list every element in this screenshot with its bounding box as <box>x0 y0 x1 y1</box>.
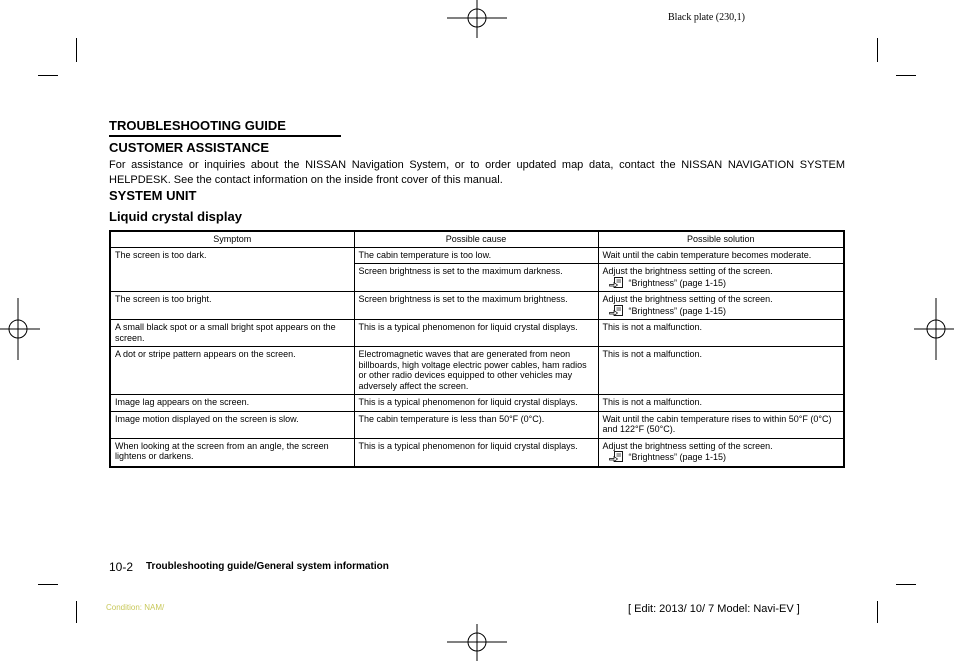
reference-page-icon <box>609 305 627 316</box>
symptom-cell: Image lag appears on the screen. <box>110 395 354 412</box>
column-header-symptom: Symptom <box>110 231 354 247</box>
crop-mark <box>76 601 77 623</box>
cause-cell: This is a typical phenomenon for liquid crystal displays. <box>354 438 598 467</box>
crop-mark <box>877 601 878 623</box>
solution-cell: This is not a malfunction. <box>598 395 844 412</box>
registration-mark-icon <box>914 298 954 360</box>
subheading-system-unit: SYSTEM UNIT <box>109 188 197 203</box>
symptom-cell: When looking at the screen from an angle, the screen lightens or darkens. <box>110 438 354 467</box>
table-row <box>110 438 844 467</box>
solution-text: Adjust the brightness setting of the screen. <box>602 294 773 304</box>
column-header-solution: Possible solution <box>598 231 844 247</box>
solution-cell <box>598 292 844 320</box>
section-heading-troubleshooting: TROUBLESHOOTING GUIDE <box>109 118 286 133</box>
table-row <box>110 320 844 347</box>
crop-mark <box>896 75 916 76</box>
crop-mark <box>38 75 58 76</box>
solution-text: Adjust the brightness setting of the screen. <box>602 266 773 276</box>
plate-label: Black plate (230,1) <box>668 12 745 23</box>
table-header-row <box>110 231 844 247</box>
table-row <box>110 347 844 395</box>
symptom-cell: A dot or stripe pattern appears on the screen. <box>110 347 354 395</box>
table-row <box>110 395 844 412</box>
page-reference-text: “Brightness” (page 1-15) <box>628 277 727 288</box>
crop-mark <box>76 38 77 62</box>
subheading-customer-assistance: CUSTOMER ASSISTANCE <box>109 140 270 155</box>
troubleshooting-table <box>109 230 845 468</box>
page-number: 10-2 <box>109 560 134 574</box>
table-row <box>110 411 844 438</box>
page-reference[interactable] <box>603 305 840 317</box>
page-reference[interactable] <box>603 277 840 289</box>
edit-info: [ Edit: 2013/ 10/ 7 Model: Navi-EV ] <box>628 603 800 615</box>
page-reference-text: “Brightness” (page 1-15) <box>628 305 727 316</box>
symptom-cell: The screen is too bright. <box>110 292 354 320</box>
customer-assistance-text: For assistance or inquiries about the NISSAN Navigation System, or to order updated map data, contact the NISSAN NAVIGATION SYSTEM HELPDESK. See the contact information on the inside front cover of this manual. <box>109 159 845 186</box>
cause-cell: The cabin temperature is too low. <box>354 247 598 264</box>
cause-cell: Electromagnetic waves that are generated from neon billboards, high voltage electric power cables, ham radios or other radio devices equipped to other vehicles may adversely affect the screen. <box>354 347 598 395</box>
registration-mark-icon <box>0 298 40 360</box>
footer-section-title: Troubleshooting guide/General system information <box>146 561 389 572</box>
cause-cell: This is a typical phenomenon for liquid crystal displays. <box>354 395 598 412</box>
symptom-cell: The screen is too dark. <box>110 247 354 292</box>
table-row <box>110 292 844 320</box>
solution-text: Adjust the brightness setting of the screen. <box>602 440 773 451</box>
symptom-cell: A small black spot or a small bright spot appears on the screen. <box>110 320 354 347</box>
subheading-lcd: Liquid crystal display <box>109 209 242 224</box>
crop-mark <box>38 584 58 585</box>
reference-page-icon <box>609 451 627 462</box>
page-reference[interactable] <box>603 451 840 463</box>
heading-rule <box>109 135 341 137</box>
reference-page-icon <box>609 277 627 288</box>
page-reference-text: “Brightness” (page 1-15) <box>628 452 727 462</box>
registration-mark-icon <box>447 622 507 661</box>
crop-mark <box>877 38 878 62</box>
symptom-cell: Image motion displayed on the screen is slow. <box>110 411 354 438</box>
solution-cell <box>598 264 844 292</box>
cause-cell: This is a typical phenomenon for liquid crystal displays. <box>354 320 598 347</box>
condition-label: Condition: NAM/ <box>106 603 165 612</box>
cause-cell: Screen brightness is set to the maximum brightness. <box>354 292 598 320</box>
cause-cell: Screen brightness is set to the maximum darkness. <box>354 264 598 292</box>
solution-cell: This is not a malfunction. <box>598 347 844 395</box>
solution-cell <box>598 438 844 467</box>
solution-cell: This is not a malfunction. <box>598 320 844 347</box>
registration-mark-icon <box>447 0 507 40</box>
solution-cell: Wait until the cabin temperature becomes moderate. <box>598 247 844 264</box>
solution-cell: Wait until the cabin temperature rises to within 50°F (0°C) and 122°F (50°C). <box>598 411 844 438</box>
table-row <box>110 247 844 264</box>
cause-cell: The cabin temperature is less than 50°F (0°C). <box>354 411 598 438</box>
column-header-cause: Possible cause <box>354 231 598 247</box>
crop-mark <box>896 584 916 585</box>
